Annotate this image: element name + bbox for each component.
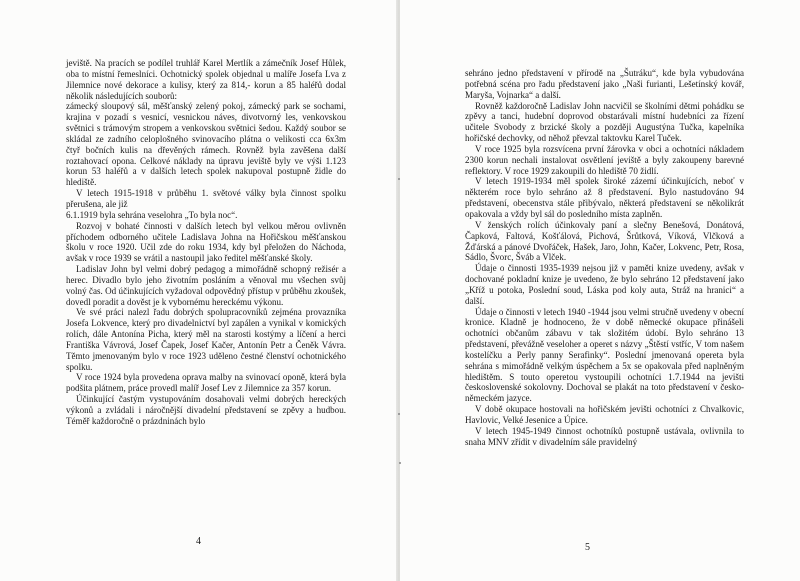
paragraph: zámecký sloupový sál, měšťanský zelený pokoj, zámecký park se sochami, krajina v pozadí s vesnicí, vesnickou náves, divotvorný les, venkovskou světnici s trámovým stropem a venkovskou světnici šedou. Každý soubor se skládal ze zadního celoplošného svinovacího plátna o velikosti cca 6x3m čtyř bočních kulis na dřevěných rámech. Rovněž byla zavěšena další roztahovací opona. Celkové náklady na úpravu jeviště byly ve výši 1.123 korun 53 haléřů a v dalších letech spolek nakupoval postupně židle do hlediště. (66, 101, 346, 188)
paragraph: Rozvoj v bohaté činnosti v dalších letech byl velkou měrou ovlivněn příchodem odborného učitele Ladislava Johna na Hořičskou měšťanskou školu v roce 1920. Učil zde do roku 1934, kdy byl přeložen do Náchoda, avšak v roce 1939 se vrátil a nastoupil jako ředitel měšťanské školy. (66, 220, 346, 264)
paragraph: V letech 1945-1949 činnost ochotníků postupně ustávala, ovlivnila to snaha MNV zřídit v divadelním sále pravidelný (465, 425, 744, 447)
paragraph: Údaje o činnosti v letech 1940 -1944 jsou velmi stručně uvedeny v obecní kronice. Kladně je hodnoceno, že v době německé okupace přinášeli ochotníci občanům zábavu v tak složitém údobí. Bylo sehráno 13 představení, převážně veseloher a operet s názvy „Štěstí vstříc, V tom našem kostelíčku a Perly panny Serafinky“. Poslední jmenovaná opereta byla sehrána s mimořádně velkým úspěchem a 5x se opakovala před naplněným hledištěm. S touto operetou vystoupili ochotníci 1.7.1944 na jevišti československé sokolovny. Dochoval se plakát na toto představení v česko-německém jazyce. (465, 306, 744, 404)
paragraph: V letech 1919-1934 měl spolek široké zázemí účinkujících, neboť v některém roce bylo sehráno až 8 představení. Bylo nastudováno 94 představení, obecenstva stále přibývalo, některá představení se několikrát opakovala a vždy byl sál do posledního místa zaplněn. (465, 176, 744, 219)
paragraph: 6.1.1919 byla sehrána veselohra „To byla noc“. (66, 209, 238, 220)
paragraph: Rovněž každoročně Ladislav John nacvičil se školními dětmi pohádku se zpěvy a tanci, hudební doprovod obstarávali místní hudebníci za řízení učitele Svobody z brzické školy a později Augustýna Tučka, kapelníka hořičské dechovky, od něhož převzal taktovku Karel Tuček. (465, 100, 744, 144)
paper-speck (398, 178, 400, 180)
right-page-text (465, 68, 744, 448)
paragraph: Ve své práci nalezl řadu dobrých spolupracovníků zejména provazníka Josefa Lokvence, který pro divadelnictví byl zapálen a vynikal v komických rolích, dále Antonína Picha, který měl na starosti kostýmy a líčení a herci Františka Vávrová, Josef Čapek, Josef Kačer, Antonín Petr a Čeněk Vávra. Těmto jmenovaným bylo v roce 1923 uděleno čestné členství ochotnického spolku. (66, 307, 346, 372)
right-page (400, 0, 800, 581)
paragraph: V roce 1924 byla provedena oprava malby na svinovací oponě, která byla podšita plátnem, práce provedl malíř Josef Lev z Jilemnice za 357 korun. (66, 372, 346, 394)
paragraph: V letech 1915-1918 v průběhu 1. světové války byla činnost spolku přerušena, ale již (66, 188, 346, 209)
paragraph: V době okupace hostovali na hořičském jevišti ochotníci z Chvalkovic, Havlovic, Velké Jesenice a Úpice. (465, 404, 744, 425)
page-number-right: 5 (585, 542, 590, 553)
left-page (0, 0, 398, 581)
page-number-left: 4 (196, 536, 201, 547)
paragraph: Účinkující častým vystupováním dosahovali velmi dobrých hereckých výkonů a zvládali i náročnější divadelní představení se zpěvy a hudbou. Téměř každoročně o prázdninách bylo (66, 394, 346, 426)
paragraph: Údaje o činnosti 1935-1939 nejsou již v paměti knize uvedeny, avšak v dochované pokladní knize je uvedeno, že bylo sehráno 12 představení jako „Kříž u potoka, Poslední soud, Láska pod koly auta, Stráž na hranici“ a další. (465, 263, 744, 306)
paragraph: V roce 1925 byla rozsvícena první žárovka v obci a ochotníci nákladem 2300 korun nechali instalovat osvětlení jeviště a byly zakoupeny barevné reflektory. V roce 1929 zakoupili do hlediště 70 židlí. (465, 143, 744, 176)
left-page-text (66, 58, 346, 427)
paragraph: sehráno jedno představení v přírodě na „Šutráku“, kde byla vybudována potřebná scéna pro řadu představení jako „Naši furianti, Lešetínský kovář, Maryša, Vojnarka“ a další. (465, 68, 744, 100)
paper-speck (398, 413, 400, 415)
paper-speck (399, 462, 401, 464)
paragraph: V ženských rolích účinkovaly paní a slečny Benešová, Donátová, Čapková, Faltová, Košťálová, Pichová, Šrůtková, Víková, Vlčková a Žďárská a pánové Dvořáček, Hašek, Jaro, John, Kačer, Lokvenc, Petr, Rosa, Sádlo, Švorc, Šváb a Vlček. (465, 219, 744, 263)
paragraph: Ladislav John byl velmi dobrý pedagog a mimořádně schopný režisér a herec. Divadlo bylo jeho životním posláním a věnoval mu všechen svůj volný čas. Od účinkujících vyžadoval odpovědný přístup v průběhu zkoušek, dovedl poradit a dověst je k vybornému hereckému výkonu. (66, 264, 346, 307)
paragraph: jeviště. Na pracích se podílel truhlář Karel Mertlík a zámečník Josef Hůlek, oba to místní řemeslníci. Ochotnický spolek objednal u malíře Josefa Lva z Jilemnice nové dekorace a kulisy, který za 814,- korun a 85 haléřů dodal několik následujících souborů: (66, 58, 346, 101)
